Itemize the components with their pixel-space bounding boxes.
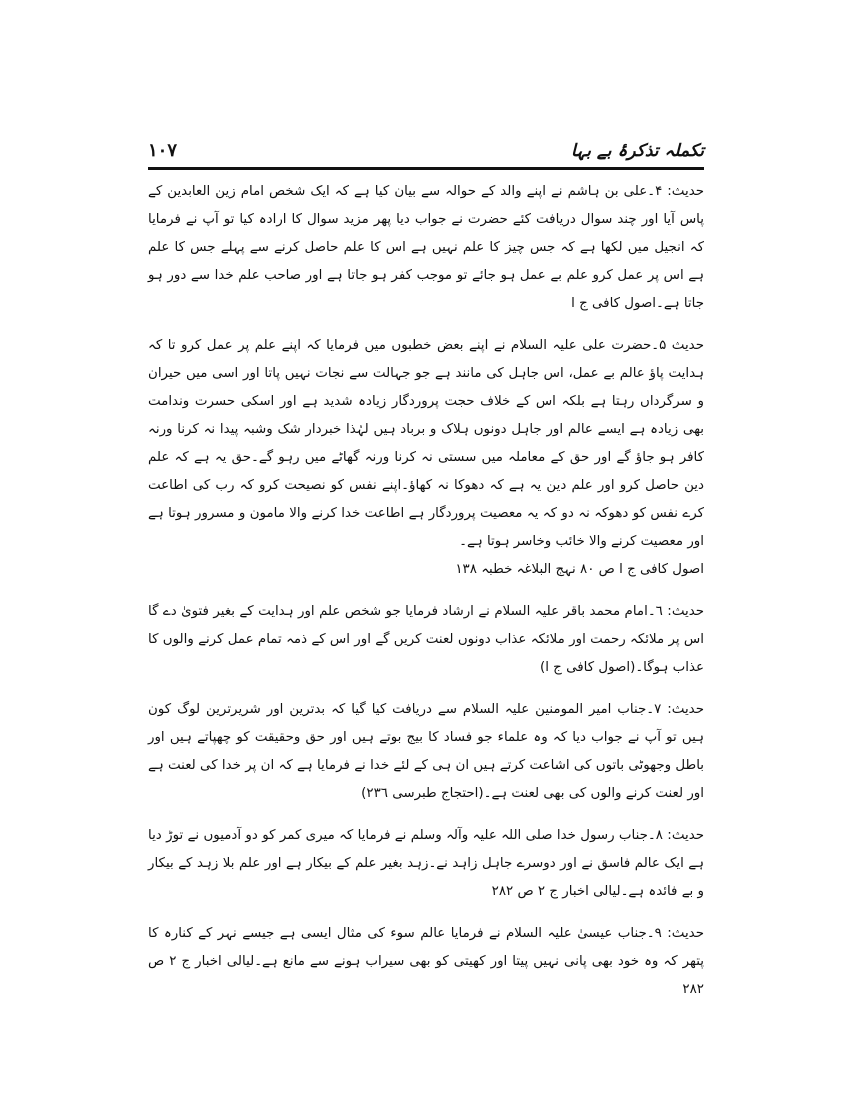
hadith-7: حدیث: ۷۔جناب امیر المومنین علیہ السلام سے دریافت کیا گیا کہ بدترین اور شریرترین لوگ کون ہیں تو آپ نے جواب دیا کہ وہ علماء جو فساد کا بیج بوتے ہیں اور حق وحقیقت کو چھپاتے ہیں اور باطل وجھوٹی باتوں کی اشاعت کرتے ہیں ان ہی کے لئے خدا نے فرمایا ہے کہ ان پر خدا کی لعنت ہے اور لعنت کرنے والوں کی بھی لعنت ہے۔(احتجاج طبرسی ۲۳٦) xyxy=(148,702,704,801)
running-head: تکملہ تذکرۂ بے بہا xyxy=(571,141,704,161)
hadith-9: حدیث: ۹۔جناب عیسیٰ علیہ السلام نے فرمایا عالم سوء کی مثال ایسی ہے جیسے نہر کے کنارہ کا پتھر کہ وہ خود بھی پانی نہیں پیتا اور کھیتی کو بھی سیراب ہونے سے مانع ہے۔لیالی اخبار ج ۲ ص ۲۸۲ xyxy=(148,926,704,997)
page-number: ۱۰۷ xyxy=(148,140,178,161)
header-rule xyxy=(148,167,704,170)
page-header xyxy=(148,140,704,166)
body-text xyxy=(148,178,704,1018)
hadith-5: حدیث ۵۔حضرت علی علیہ السلام نے اپنے بعض خطبوں میں فرمایا کہ اپنے علم پر عمل کرو تا کہ ہدایت پاؤ عالم بے عمل، اس جاہل کی مانند ہے جو جہالت سے نجات نہیں پاتا اور اسی میں حیران و سرگرداں رہتا ہے بلکہ اس کے خلاف حجت پروردگار زیادہ شدید ہے اور اسکی حسرت وندامت بھی زیادہ ہے ایسے عالم اور جاہل دونوں ہلاک و برباد ہیں لہٰذا خبردار شک وشبہ پیدا نہ کرنا ورنہ کافر ہو جاؤ گے اور حق کے معاملہ میں سستی نہ کرنا ورنہ گھاٹے میں رہو گے۔حق یہ ہے کہ علم دین حاصل کرو اور علم دین یہ ہے کہ دھوکا نہ کھاؤ۔اپنے نفس کو نصیحت کرو کہ رب کی اطاعت کرے نفس کو دھوکہ نہ دو کہ یہ معصیت پروردگار ہے اطاعت خدا کرنے والا مامون و مسرور ہوتا ہے اور معصیت کرنے والا خائب وخاسر ہوتا ہے۔ xyxy=(148,338,704,549)
hadith-6: حدیث: ٦۔امام محمد باقر علیہ السلام نے ارشاد فرمایا جو شخص علم اور ہدایت کے بغیر فتویٰ دے گا اس پر ملائکہ رحمت اور ملائکہ عذاب دونوں لعنت کریں گے اور اس کے ذمہ تمام عمل کرنے والوں کا عذاب ہوگا۔(اصول کافی ج ا) xyxy=(148,604,704,675)
hadith-4: حدیث: ۴۔علی بن ہاشم نے اپنے والد کے حوالہ سے بیان کیا ہے کہ ایک شخص امام زین العابدین کے پاس آیا اور چند سوال دریافت کئے حضرت نے جواب دیا پھر مزید سوال کا ارادہ کیا تو آپ نے فرمایا کہ انجیل میں لکھا ہے کہ جس چیز کا علم نہیں ہے اس کا علم حاصل کرنے سے پہلے جس کا علم ہے اس پر عمل کرو علم بے عمل ہو جائے تو موجب کفر ہو جاتا ہے اور صاحب علم خدا سے دور ہو جاتا ہے۔اصول کافی ج ا xyxy=(148,184,704,311)
hadith-5-reference: اصول کافی ج ا ص ۸۰ نہج البلاغہ خطبہ ۱۳۸ xyxy=(455,562,704,577)
hadith-8: حدیث: ۸۔جناب رسول خدا صلی اللہ علیہ وآلہ وسلم نے فرمایا کہ میری کمر کو دو آدمیوں نے توڑ دیا ہے ایک عالم فاسق نے اور دوسرے جاہل زاہد نے۔زہد بغیر علم کے بیکار ہے اور علم بلا زہد کے بیکار و بے فائدہ ہے۔لیالی اخبار ج ۲ ص ۲۸۲ xyxy=(148,828,704,899)
